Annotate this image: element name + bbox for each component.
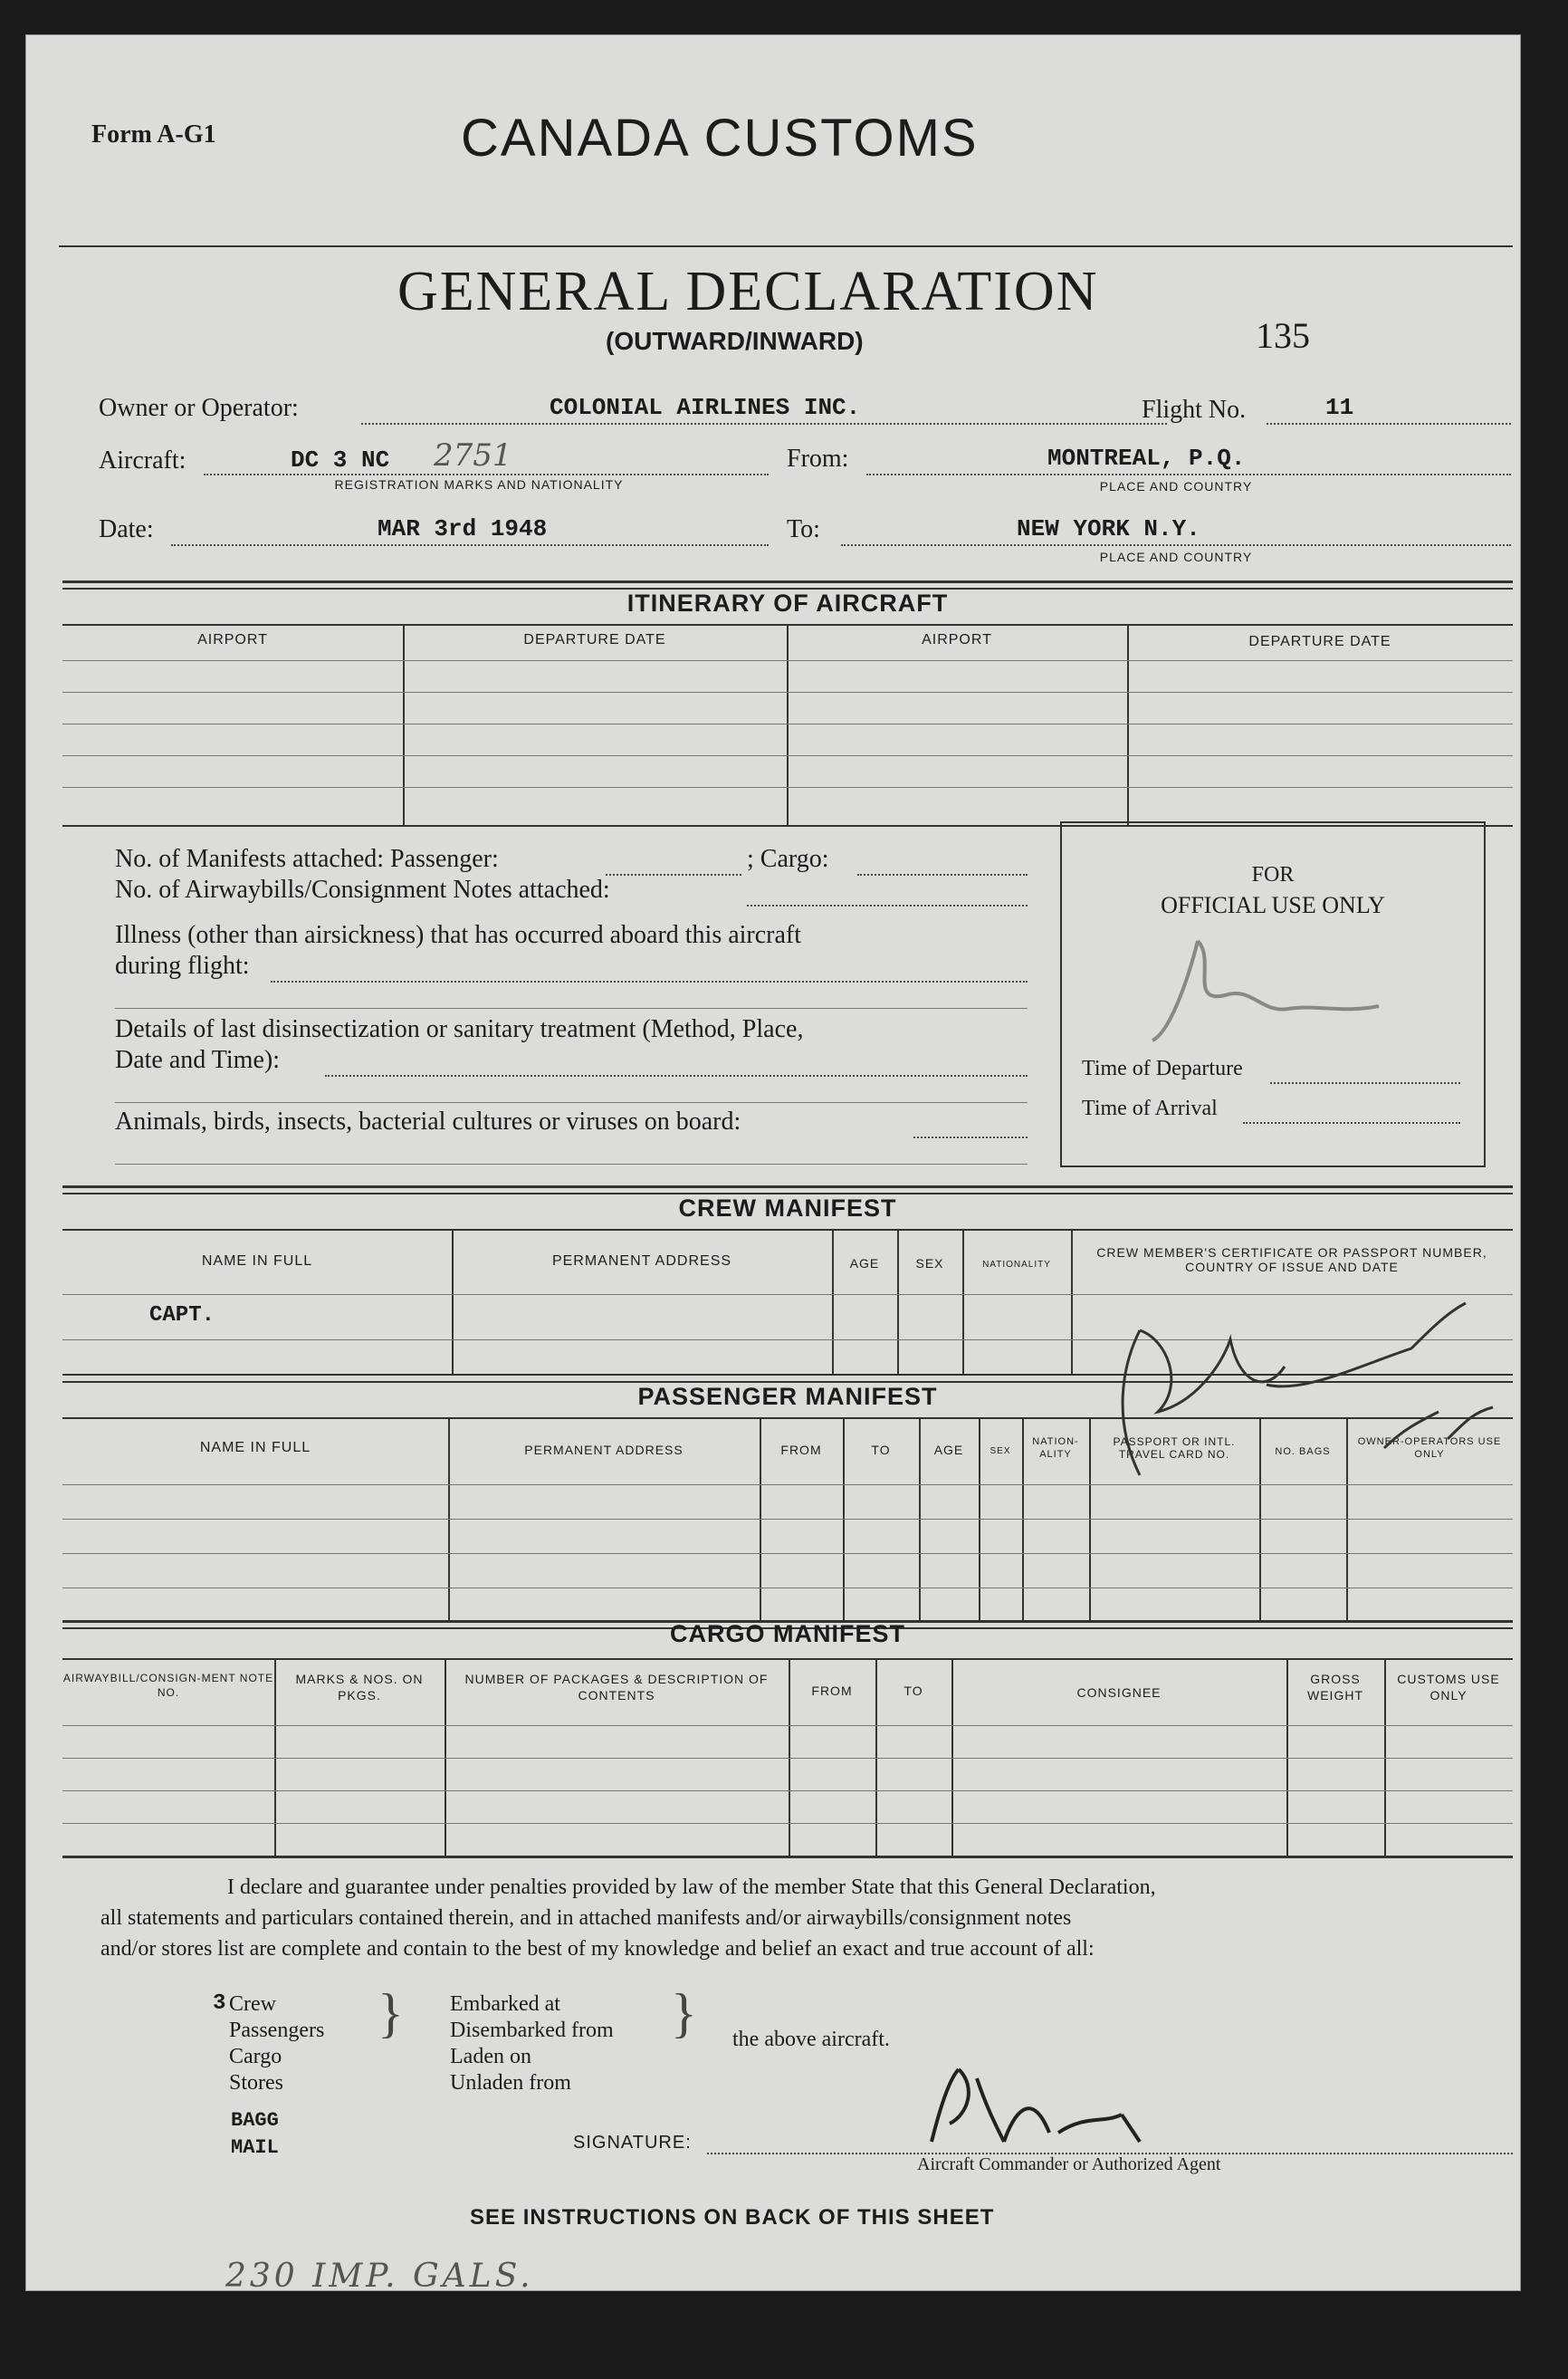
cargo-rule-head: [62, 1658, 1513, 1660]
cargo-col-packages: NUMBER OF PACKAGES & DESCRIPTION OF CONTENTS: [464, 1672, 769, 1703]
item-disembarked: Disembarked from: [450, 2019, 614, 2042]
from-line: [866, 474, 1511, 475]
cargo-rule-bottom: [62, 1856, 1513, 1858]
departure-time-label: Time of Departure: [1082, 1057, 1243, 1080]
disinsect-label-2: Date and Time):: [115, 1046, 280, 1074]
from-label: From:: [787, 445, 849, 473]
left-brace: }: [378, 1983, 404, 2043]
cargo-divider: [1384, 1658, 1386, 1856]
crew-divider: [962, 1229, 964, 1374]
from-caption: PLACE AND COUNTRY: [1099, 479, 1253, 494]
cargo-col-to: TO: [904, 1684, 923, 1698]
itinerary-divider-3: [1127, 624, 1129, 825]
itinerary-col-date-1: DEPARTURE DATE: [523, 632, 666, 648]
disinsect-line-2: [115, 1102, 1028, 1103]
declaration-form: [25, 34, 1521, 2295]
fuel-note-handwritten: 230 IMP. GALS.: [225, 2258, 534, 2295]
passenger-col-owner: OWNER-OPERATORS USE ONLY: [1357, 1436, 1502, 1460]
cargo-divider: [951, 1658, 953, 1856]
crew-title: CREW MANIFEST: [678, 1194, 897, 1222]
immigration-inspector-signature: [1085, 1258, 1520, 1530]
items-typed-list: [231, 2107, 279, 2162]
passenger-col-nationality: NATION-ALITY: [1032, 1436, 1079, 1460]
cargo-divider: [789, 1658, 790, 1856]
illness-label: Illness (other than airsickness) that has occurred aboard this aircraft: [115, 921, 802, 949]
signature-caption: Aircraft Commander or Authorized Agent: [917, 2154, 1221, 2174]
itinerary-divider-1: [403, 624, 405, 825]
cargo-divider: [274, 1658, 276, 1856]
date-label: Date:: [99, 515, 154, 543]
cargo-row-line: [62, 1758, 1513, 1759]
crew-col-name: NAME IN FULL: [201, 1253, 313, 1269]
animals-label: Animals, birds, insects, bacterial cultures or viruses on board:: [115, 1108, 741, 1136]
crew-rule-head: [62, 1229, 1513, 1231]
cargo-title: CARGO MANIFEST: [670, 1620, 905, 1647]
departure-time-line: [1270, 1082, 1460, 1084]
cargo-col-customs: CUSTOMS USE ONLY: [1397, 1672, 1500, 1703]
date-line: [171, 544, 769, 546]
manifests-label: No. of Manifests attached: Passenger:: [115, 845, 499, 873]
itinerary-row-line: [62, 692, 1513, 693]
itinerary-col-airport-2: AIRPORT: [922, 632, 992, 648]
illness-line-2: [115, 1008, 1028, 1009]
to-caption: PLACE AND COUNTRY: [1099, 550, 1253, 564]
passenger-col-address: PERMANENT ADDRESS: [524, 1443, 684, 1457]
official-use-line1: FOR: [1251, 863, 1295, 887]
crew-divider: [452, 1229, 454, 1374]
crew-col-sex: SEX: [915, 1256, 944, 1271]
aircraft-caption: REGISTRATION MARKS AND NATIONALITY: [334, 477, 624, 492]
aircraft-value: DC 3 NC: [291, 446, 390, 474]
itinerary-divider-2: [787, 624, 789, 825]
page-subtitle: (OUTWARD/INWARD): [606, 327, 864, 355]
itinerary-row-line: [62, 755, 1513, 756]
instructions-note: SEE INSTRUCTIONS ON BACK OF THIS SHEET: [470, 2205, 995, 2230]
arrival-time-line: [1243, 1122, 1460, 1124]
crew-divider: [1071, 1229, 1073, 1374]
crew-col-nationality: NATIONALITY: [982, 1260, 1051, 1270]
crew-row1-name: CAPT.: [149, 1303, 215, 1328]
owner-label: Owner or Operator:: [99, 394, 299, 422]
header-rule: [59, 245, 1513, 247]
cargo-divider: [445, 1658, 446, 1856]
flight-value: 11: [1325, 394, 1354, 421]
document-number: 135: [1256, 315, 1310, 356]
item-stores: Stores: [229, 2071, 283, 2095]
cargo-row-line: [62, 1725, 1513, 1726]
commander-signature: [913, 2051, 1185, 2160]
item-unladen: Unladen from: [450, 2071, 571, 2095]
cargo-col-from: FROM: [811, 1684, 853, 1698]
passenger-count-line: [606, 874, 741, 876]
cargo-col-marks: MARKS & NOS. ON PKGS.: [295, 1672, 424, 1703]
declaration-line-3: and/or stores list are complete and contain to the best of my knowledge and belief an exact and true account of all:: [100, 1937, 1095, 1961]
passenger-col-name: NAME IN FULL: [199, 1440, 311, 1455]
item-cargo: Cargo: [229, 2045, 282, 2068]
cargo-label: ; Cargo:: [747, 845, 829, 873]
items-middle-list: [450, 1991, 614, 2096]
airwaybills-line: [747, 905, 1028, 907]
owner-value: COLONIAL AIRLINES INC.: [550, 394, 861, 421]
crew-divider: [832, 1229, 834, 1374]
from-value: MONTREAL, P.Q.: [1047, 445, 1246, 472]
aircraft-label: Aircraft:: [99, 446, 186, 475]
crew-col-certificate: CREW MEMBER'S CERTIFICATE OR PASSPORT NUMBER, COUNTRY OF ISSUE AND DATE: [1096, 1245, 1487, 1274]
disinsect-label: Details of last disinsectization or sanitary treatment (Method, Place,: [115, 1015, 804, 1043]
cargo-row-line: [62, 1823, 1513, 1824]
passenger-col-to: TO: [871, 1443, 891, 1457]
passenger-col-from: FROM: [780, 1443, 822, 1457]
item-embarked: Embarked at: [450, 1992, 560, 2016]
passenger-row-line: [62, 1553, 1513, 1554]
flight-label: Flight No.: [1142, 396, 1247, 424]
crew-divider: [897, 1229, 899, 1374]
arrival-time-label: Time of Arrival: [1082, 1097, 1218, 1120]
item-laden: Laden on: [450, 2045, 531, 2068]
disinsect-line: [325, 1075, 1028, 1077]
cargo-col-consignee: CONSIGNEE: [1076, 1685, 1162, 1700]
agency-title: CANADA CUSTOMS: [461, 109, 979, 168]
aircraft-handwritten: 2751: [434, 437, 512, 474]
official-use-box: [1060, 821, 1486, 1167]
passenger-title: PASSENGER MANIFEST: [637, 1383, 938, 1410]
animals-line-2: [115, 1164, 1028, 1165]
animals-line: [913, 1137, 1028, 1138]
to-line: [841, 544, 1511, 546]
cargo-divider: [875, 1658, 877, 1856]
typed-bagg: BAGG: [231, 2109, 279, 2132]
cargo-count-line: [857, 874, 1028, 876]
above-aircraft-text: the above aircraft.: [732, 2028, 890, 2051]
illness-label-2: during flight:: [115, 952, 250, 980]
typed-mail: MAIL: [231, 2136, 279, 2159]
page-title: GENERAL DECLARATION: [397, 261, 1099, 322]
itinerary-col-date-2: DEPARTURE DATE: [1248, 634, 1391, 649]
itinerary-row-line: [62, 787, 1513, 788]
official-signature: [1134, 923, 1406, 1059]
declaration-line-2: all statements and particulars contained therein, and in attached manifests and/or airwaybills/consignment notes: [100, 1906, 1072, 1930]
official-use-line2: OFFICIAL USE ONLY: [1161, 892, 1385, 918]
passenger-col-passport: PASSPORT OR INTL. TRAVEL CARD NO.: [1113, 1435, 1236, 1461]
itinerary-title: ITINERARY OF AIRCRAFT: [626, 590, 949, 617]
cargo-divider: [1286, 1658, 1288, 1856]
owner-line: [361, 423, 1167, 425]
passenger-col-age: AGE: [933, 1443, 964, 1457]
to-label: To:: [787, 515, 820, 543]
right-brace: }: [671, 1983, 697, 2043]
crew-rule-top: [62, 1185, 1513, 1188]
item-crew: Crew: [229, 1992, 276, 2016]
passenger-col-bags: NO. BAGS: [1275, 1446, 1331, 1457]
cargo-col-airwaybill: AIRWAYBILL/CONSIGN-MENT NOTE NO.: [62, 1672, 274, 1699]
itinerary-col-airport-1: AIRPORT: [197, 632, 268, 648]
itinerary-rule-top: [62, 580, 1513, 583]
cargo-col-weight: GROSS WEIGHT: [1307, 1672, 1363, 1703]
flight-line: [1267, 423, 1511, 425]
crew-col-address: PERMANENT ADDRESS: [551, 1253, 732, 1269]
airwaybills-label: No. of Airwaybills/Consignment Notes attached:: [115, 876, 610, 904]
items-left-list: [229, 1991, 324, 2096]
crew-col-age: AGE: [849, 1256, 880, 1271]
itinerary-row-line: [62, 660, 1513, 661]
date-value: MAR 3rd 1948: [378, 515, 548, 542]
cargo-row-line: [62, 1790, 1513, 1791]
to-value: NEW YORK N.Y.: [1017, 515, 1200, 542]
declaration-line-1: I declare and guarantee under penalties provided by law of the member State that this General Declaration,: [227, 1875, 1156, 1899]
crew-count: 3: [213, 1991, 226, 2016]
passenger-col-sex: SEX: [990, 1446, 1011, 1456]
signature-label: SIGNATURE:: [573, 2133, 692, 2153]
form-id: Form A-G1: [91, 120, 216, 149]
illness-line: [271, 981, 1028, 983]
aircraft-line: [204, 474, 769, 475]
item-passengers: Passengers: [229, 2019, 325, 2042]
